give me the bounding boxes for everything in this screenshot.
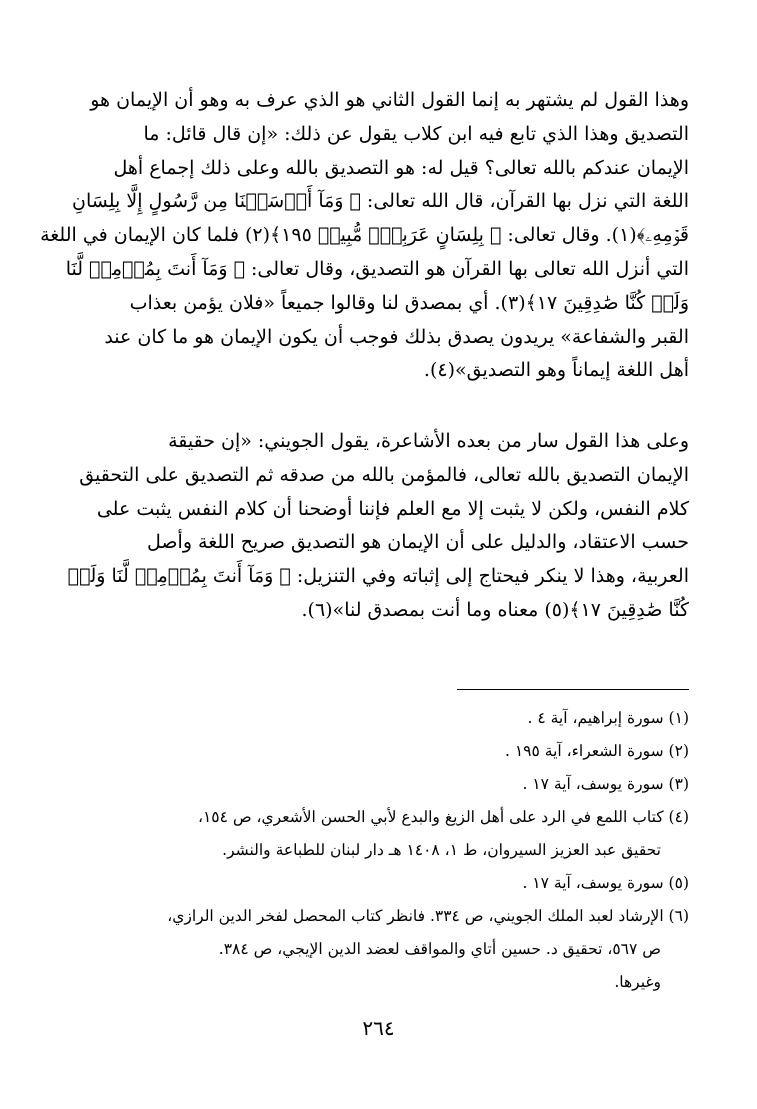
paragraph-1 — [40, 84, 689, 388]
footnote-6-continued-2: وغيرها. — [614, 973, 661, 991]
text-line: اللغة التي نزل بها القرآن، قال الله تعالى: ﴿ وَمَآ أَرۡسَلۡنَا مِن رَّسُولٍ إِلَّا بِلِسَانِ — [72, 190, 689, 213]
text-line: وعلى هذا القول سار من بعده الأشاعرة، يقول الجويني: «إن حقيقة — [168, 430, 689, 452]
footnotes — [77, 702, 689, 999]
text-line: وَلَوۡ كُنَّا صَٰدِقِينَ ١٧﴾(٣). أي بمصدق لنا وقالوا جميعاً «فلان يؤمن بعذاب — [129, 291, 689, 314]
text-line: التصديق وهذا الذي تابع فيه ابن كلاب يقول عن ذلك: «إن قال قائل: ما — [143, 122, 689, 145]
footnote-4-continued: تحقيق عبد العزيز السيروان، ط ١، ١٤٠٨ هـ دار لبنان للطباعة والنشر. — [222, 841, 661, 859]
text-line: حسب الاعتقاد، والدليل على أن الإيمان هو التصديق صريح اللغة وأصل — [147, 531, 689, 554]
text-line: الإيمان عندكم بالله تعالى؟ قيل له: هو التصديق بالله وعلى ذلك إجماع أهل — [113, 156, 689, 179]
page-number: ٢٦٤ — [362, 1016, 395, 1040]
text-line: العربية، وهذا لا ينكر فيحتاج إلى إثباته وفي التنزيل: ﴿ وَمَآ أَنتَ بِمُؤۡمِنٖ لَّنَا وَلَوۡ — [67, 565, 689, 588]
text-line: كلام النفس، ولكن لا يثبت إلا مع العلم فإننا أوضحنا أن كلام النفس يثبت على — [96, 497, 689, 520]
text-line: قَوۡمِهِۦ﴾(١). وقال تعالى: ﴿ بِلِسَانٍ عَرَبِيّٖ مُّبِينٖ ١٩٥﴾(٢) فلما كان الإيمان في اللغة — [40, 224, 689, 247]
footnote-3: (٣) سورة يوسف، آية ١٧ . — [522, 775, 689, 793]
footnote-5: (٥) سورة يوسف، آية ١٧ . — [522, 874, 689, 892]
footnote-6: (٦) الإرشاد لعبد الملك الجويني، ص ٣٣٤. فانظر كتاب المحصل لفخر الدين الرازي، — [167, 907, 689, 925]
text-line: الإيمان التصديق بالله تعالى، فالمؤمن بالله من صدقه ثم التصديق على التحقيق — [79, 463, 689, 486]
text-line: كُنَّا صَٰدِقِينَ ١٧﴾(٥) معناه وما أنت بمصدق لنا»(٦). — [301, 598, 689, 621]
footnote-separator — [457, 689, 689, 690]
footnote-2: (٢) سورة الشعراء، آية ١٩٥ . — [504, 742, 689, 760]
footnote-6-continued: ص ٥٦٧، تحقيق د. حسين أتاي والمواقف لعضد الدين الإيجي، ص ٣٨٤. — [218, 940, 661, 958]
text-line: وهذا القول لم يشتهر به إنما القول الثاني هو الذي عرف به وهو أن الإيمان هو — [90, 89, 689, 111]
paragraph-2 — [67, 425, 689, 628]
footnote-4: (٤) كتاب اللمع في الرد على أهل الزيغ والبدع لأبي الحسن الأشعري، ص ١٥٤، — [197, 808, 689, 826]
footnote-1: (١) سورة إبراهيم، آية ٤ . — [527, 709, 689, 727]
text-line: أهل اللغة إيماناً وهو التصديق»(٤). — [423, 359, 689, 382]
text-line: القبر والشفاعة» يريدون يصدق بذلك فوجب أن يكون الإيمان هو ما كان عند — [104, 325, 689, 348]
text-line: التي أنزل الله تعالى بها القرآن هو التصديق، وقال تعالى: ﴿ وَمَآ أَنتَ بِمُؤۡمِنٖ لَّنَا — [65, 257, 689, 280]
